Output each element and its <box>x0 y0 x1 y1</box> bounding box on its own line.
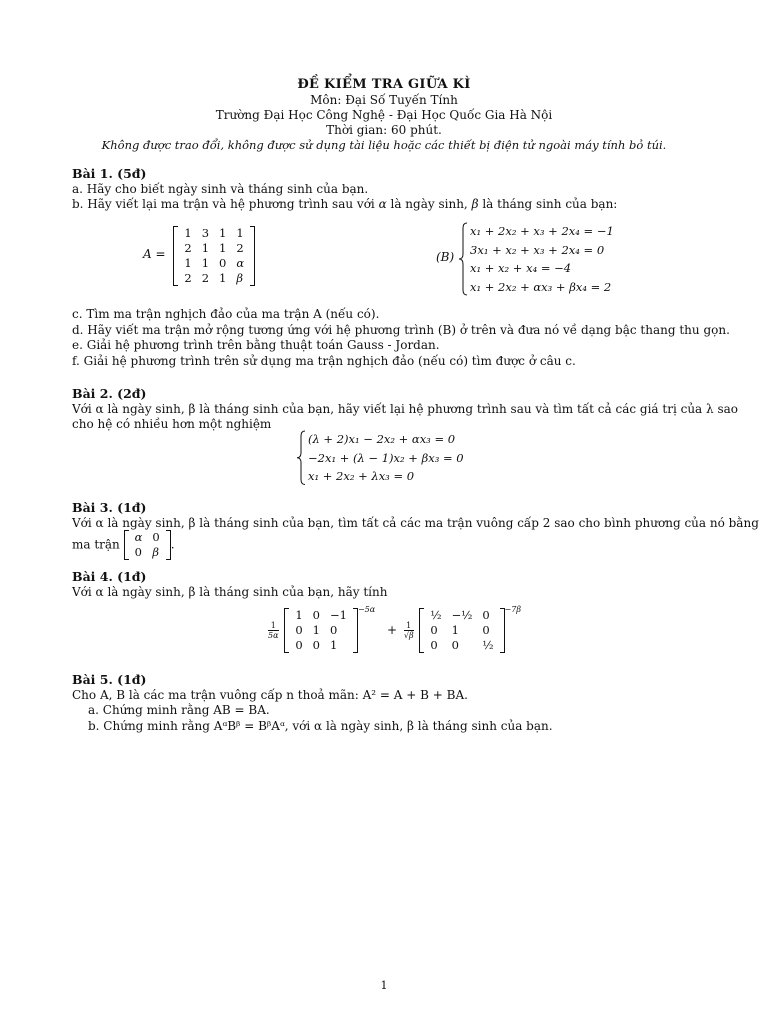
matrix-4-2-cell: −½ <box>451 608 473 622</box>
exponent-2: −7β <box>504 605 521 614</box>
problem-1-parts <box>72 307 730 369</box>
school-line: Trường Đại Học Công Nghệ - Đại Học Quốc Gia Hà Nội <box>215 108 553 122</box>
matrix-a-cell: 1 <box>184 226 192 240</box>
matrix-a-block <box>143 226 255 286</box>
problem-4-heading: Bài 4. (1đ) <box>72 569 147 584</box>
matrix-a-cell: 2 <box>184 241 192 255</box>
coef-2-num: 1 <box>404 621 414 631</box>
matrix-4-2-cell: 0 <box>430 638 438 652</box>
problem-2 <box>72 386 738 433</box>
rules-note: Không được trao đổi, không được sử dụng tài liệu hoặc các thiết bị điện tử ngoài máy tính bỏ túi. <box>101 138 667 152</box>
matrix-4-1-cell: 0 <box>295 623 303 637</box>
matrix-a-cell: 1 <box>219 226 227 240</box>
matrix-4-2 <box>419 608 504 653</box>
matrix-alpha-beta-cell: β <box>152 545 160 559</box>
matrix-alpha-beta-cell: α <box>134 530 143 544</box>
matrix-4-2-cell: 0 <box>482 623 490 637</box>
matrix-a-row <box>179 271 249 286</box>
coef-1-den: 5α <box>268 631 279 640</box>
matrix-4-1-cell: 0 <box>312 638 320 652</box>
matrix-4-2-cell: 0 <box>482 608 490 622</box>
matrix-a-cell: 1 <box>184 256 192 270</box>
problem-1c: c. Tìm ma trận nghịch đảo của ma trận A (nếu có). <box>72 307 380 321</box>
matrix-alpha-beta <box>124 530 171 560</box>
matrix-a-cell: 1 <box>236 226 244 240</box>
matrix-4-2-cell: ½ <box>430 608 442 622</box>
matrix-a-row <box>179 241 249 256</box>
system-2 <box>296 430 464 486</box>
problem-1-heading: Bài 1. (5đ) <box>72 166 147 181</box>
system-b-equation: x₁ + 2x₂ + αx₃ + βx₄ = 2 <box>470 279 612 294</box>
system-b-equation: x₁ + 2x₂ + x₃ + 2x₄ = −1 <box>470 224 614 238</box>
matrix-4-1-row <box>290 608 352 623</box>
matrix-a-cell: 1 <box>201 241 210 255</box>
exam-title: ĐỀ KIỂM TRA GIỮA KÌ <box>297 77 471 92</box>
matrix-a-cell: 0 <box>219 256 227 270</box>
coef-1-num: 1 <box>268 621 279 631</box>
problem-1b-suffix: là tháng sinh của bạn: <box>478 197 618 211</box>
problem-1b: b. Hãy viết lại ma trận và hệ phương trình sau với α là ngày sinh, β là tháng sinh của bạn: <box>72 197 618 211</box>
problem-1a: a. Hãy cho biết ngày sinh và tháng sinh của bạn. <box>72 181 369 196</box>
matrix-4-1-row <box>290 638 352 653</box>
problem-3-heading: Bài 3. (1đ) <box>72 500 147 515</box>
system-b-block <box>436 222 614 296</box>
matrix-4-2-row <box>425 638 498 653</box>
matrix-a-cell: 2 <box>236 241 244 255</box>
matrix-a-cell: 2 <box>184 271 192 285</box>
problem-3-text2: ma trận <box>72 537 120 552</box>
problem-3-text1: Với α là ngày sinh, β là tháng sinh của bạn, tìm tất cả các ma trận vuông cấp 2 sao cho bình phương của nó bằng <box>72 515 759 530</box>
subject-line: Môn: Đại Số Tuyến Tính <box>310 93 458 107</box>
matrix-alpha-beta-cell: 0 <box>152 530 160 544</box>
problem-1b-mid: là ngày sinh, <box>386 197 472 211</box>
problem-2-text1: Với α là ngày sinh, β là tháng sinh của bạn, hãy viết lại hệ phương trình sau và tìm tất cả các giá trị của λ sao <box>72 401 738 416</box>
matrix-4-1-cell: 1 <box>312 623 320 637</box>
problem-5-text: Cho A, B là các ma trận vuông cấp n thoả mãn: A² = A + B + BA. <box>72 687 468 702</box>
problem-2-heading: Bài 2. (2đ) <box>72 386 147 401</box>
problem-5-heading: Bài 5. (1đ) <box>72 672 147 687</box>
matrix-a-cell: 1 <box>219 271 227 285</box>
problem-4-text: Với α là ngày sinh, β là tháng sinh của bạn, hãy tính <box>72 584 388 599</box>
system-2-equation: x₁ + 2x₂ + λx₃ = 0 <box>308 469 415 483</box>
problem-1 <box>72 166 702 213</box>
matrix-a <box>173 226 255 286</box>
matrix-a-cell: 1 <box>201 256 210 270</box>
matrix-4-1-cell: 1 <box>295 608 303 622</box>
problem-3 <box>72 500 759 531</box>
system-2-equation: −2x₁ + (λ − 1)x₂ + βx₃ = 0 <box>308 450 464 465</box>
matrix-alpha-beta-row <box>130 530 165 545</box>
system-b <box>458 222 614 296</box>
coef-2 <box>404 621 414 640</box>
matrix-4-2-cell: 0 <box>430 623 438 637</box>
system-2-block <box>296 430 464 486</box>
problem-5a: a. Chứng minh rằng AB = BA. <box>88 703 270 717</box>
matrix-4-1-row <box>290 623 352 638</box>
matrix-4-1-cell: 0 <box>295 638 303 652</box>
problem-1d: d. Hãy viết ma trận mở rộng tương ứng với hệ phương trình (B) ở trên và đưa nó về dạng bậc thang thu gọn. <box>72 322 730 337</box>
problem-1e: e. Giải hệ phương trình trên bằng thuật toán Gauss - Jordan. <box>72 338 440 352</box>
matrix-4-2-cell: 1 <box>451 623 459 637</box>
system-b-equation: x₁ + x₂ + x₄ = −4 <box>470 261 572 275</box>
matrix-a-cell: β <box>236 271 244 285</box>
matrix-a-cell: 3 <box>201 226 210 240</box>
system-2-equation: (λ + 2)x₁ − 2x₂ + αx₃ = 0 <box>308 432 456 446</box>
exponent-1: −5α <box>357 605 376 614</box>
matrix-a-label: A = <box>143 246 166 261</box>
matrix-4-1 <box>284 608 358 653</box>
matrix-4-2-row <box>425 608 498 623</box>
left-brace-icon <box>296 430 306 486</box>
matrix-a-row <box>179 226 249 241</box>
problem-4 <box>72 569 702 600</box>
plus-sign: + <box>386 622 398 637</box>
matrix-4-1-cell: −1 <box>329 608 347 622</box>
matrix-a-cell: 2 <box>201 271 210 285</box>
coef-2-den: √β <box>403 631 414 640</box>
matrix-a-cell: α <box>236 256 245 270</box>
matrix-4-2-cell: 0 <box>451 638 459 652</box>
matrix-4-2-row <box>425 623 498 638</box>
problem-2-text2: cho hệ có nhiều hơn một nghiệm <box>72 417 272 431</box>
page-number: 1 <box>380 979 388 992</box>
problem-1f: f. Giải hệ phương trình trên sử dụng ma trận nghịch đảo (nếu có) tìm được ở câu c. <box>72 353 576 368</box>
system-b-label: (B) <box>436 249 455 264</box>
matrix-4-2-cell: ½ <box>482 638 494 652</box>
coef-1 <box>268 621 279 640</box>
matrix-4-1-cell: 0 <box>329 623 338 637</box>
problem-3-matrix-line: ma trận α 0 0 β . <box>72 530 175 559</box>
problem-1b-prefix: b. Hãy viết lại ma trận và hệ phương trình sau với <box>72 197 379 211</box>
time-line: Thời gian: 60 phút. <box>326 123 442 137</box>
matrix-4-1-cell: 0 <box>312 608 320 622</box>
matrix-a-row <box>179 256 249 271</box>
problem-5b: b. Chứng minh rằng AᵅBᵝ = BᵝAᵅ, với α là ngày sinh, β là tháng sinh của bạn. <box>88 718 553 733</box>
matrix-4-1-cell: 1 <box>329 638 338 652</box>
matrix-alpha-beta-cell: 0 <box>134 545 142 559</box>
problem-5 <box>72 672 702 734</box>
left-brace-icon <box>458 222 468 296</box>
matrix-alpha-beta-row <box>130 545 165 560</box>
system-b-equation: 3x₁ + x₂ + x₃ + 2x₄ = 0 <box>470 242 605 257</box>
matrix-a-cell: 1 <box>219 241 227 255</box>
problem-4-expression <box>268 605 521 653</box>
